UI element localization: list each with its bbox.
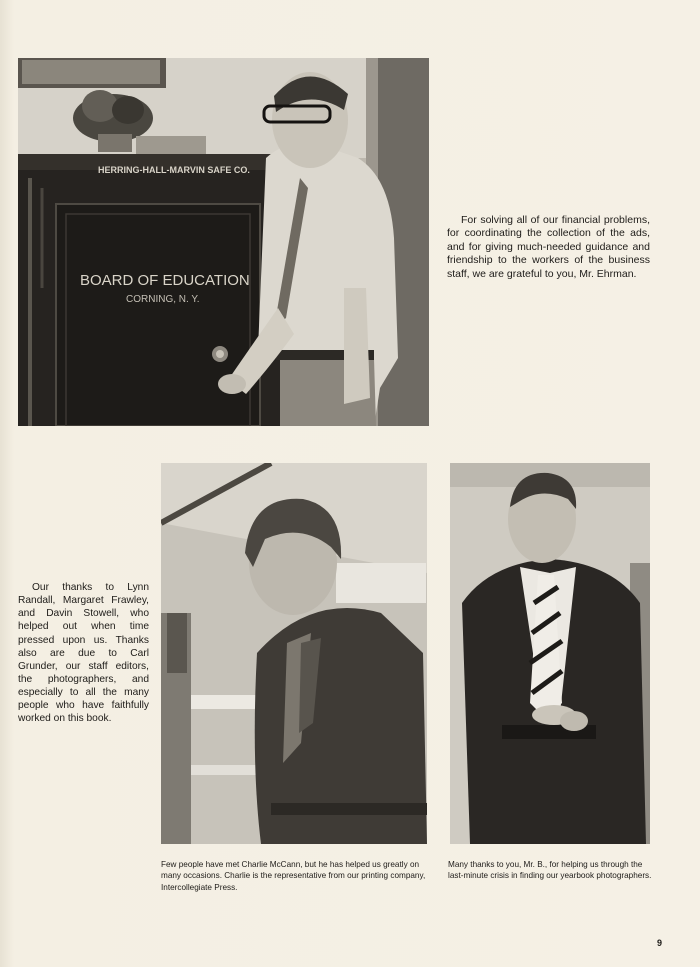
staff-thanks-text: Our thanks to Lynn Randall, Margaret Frawley, and Davin Stowell, who helped out when time pressed upon us. Thanks also are due to Carl Grunder, our staff editors, the photographers, and especially to all the many people who have faithfully worked on this book. (18, 582, 149, 725)
photo-mr-b (450, 463, 650, 844)
photo-charlie-mccann (161, 463, 427, 844)
safe-label-line1: BOARD OF EDUCATION (80, 272, 250, 289)
page-number: 9 (657, 938, 663, 948)
caption-mr-b: Many thanks to you, Mr. B., for helping us through the last-minute crisis in finding our yearbook photographers. (448, 860, 652, 881)
photo-ehrman-at-safe (18, 58, 429, 426)
safe-label-line2: CORNING, N. Y. (126, 294, 200, 305)
caption-charlie-mccann: Few people have met Charlie McCann, but he has helped us greatly on many occasions. Charlie is the representative from our printing company, Intercollegiate Press. (161, 860, 426, 892)
safe-brand-text: HERRING-HALL-MARVIN SAFE CO. (98, 165, 250, 175)
ehrman-tribute-text: For solving all of our financial problems, for coordinating the collection of the ads, and for giving much-needed guidance and friendship to the workers of the business staff, we are grateful to you, Mr. Ehrman. (447, 213, 650, 280)
